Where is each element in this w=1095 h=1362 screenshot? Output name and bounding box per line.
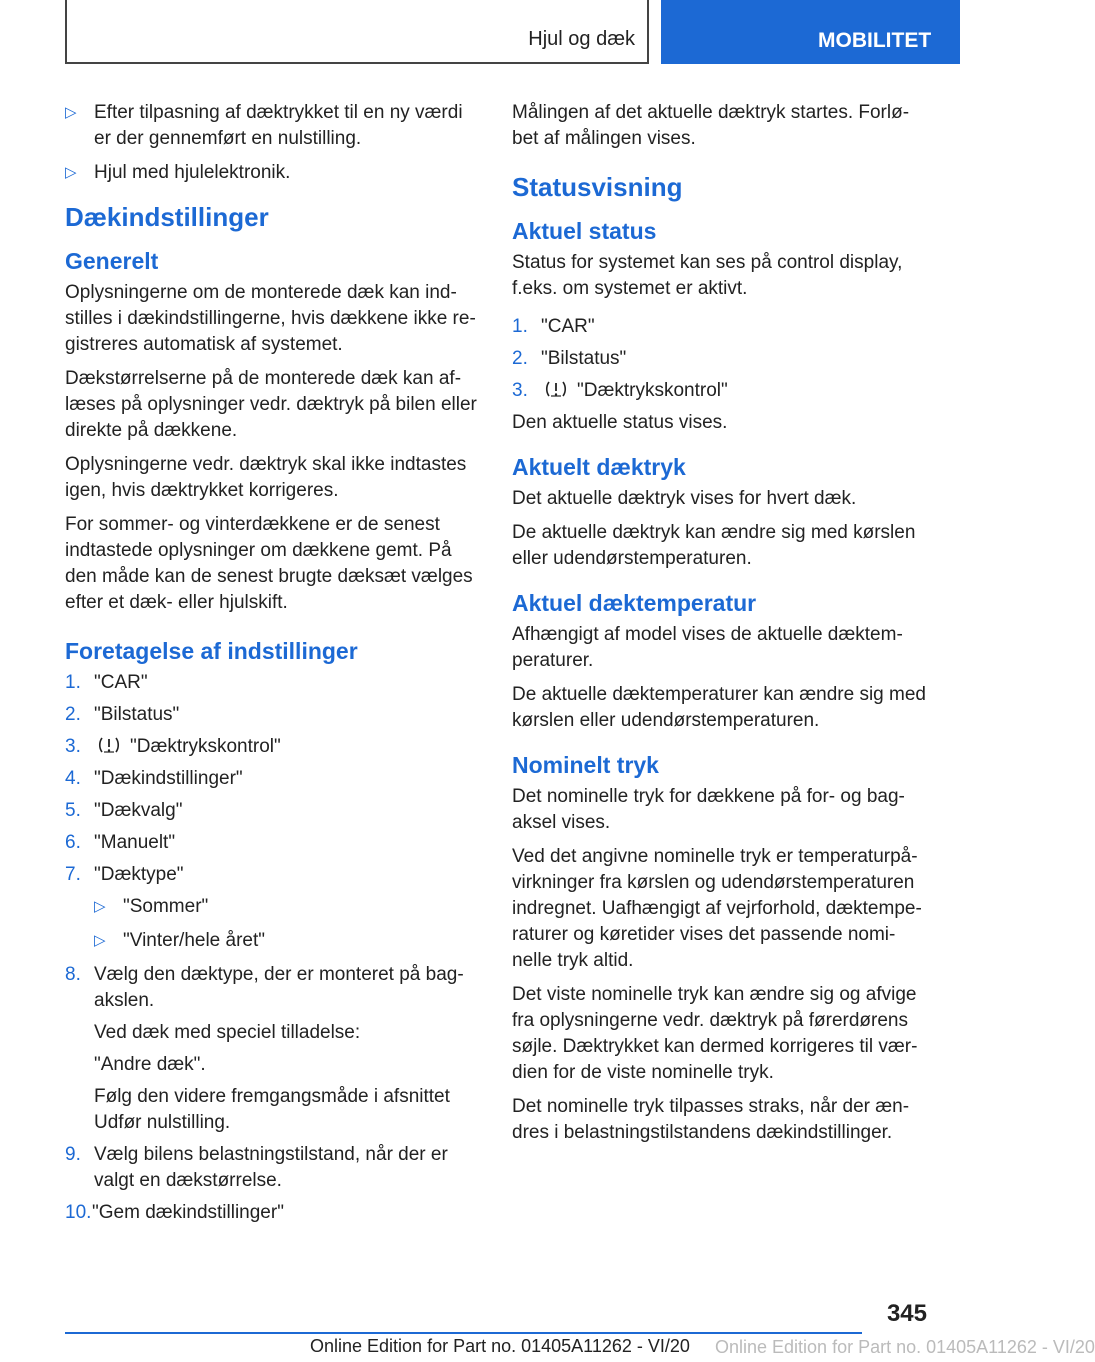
paragraph: Det viste nominelle tryk kan ændre sig og afvige fra oplysningerne vedr. dæktryk på førerdørens søjle. Dæktrykket kan dermed korrigeres til værdien for de viste nominelle tryk. <box>512 984 918 1083</box>
paragraph: Status for systemet kan ses på control display, f.eks. om systemet er aktivt. <box>512 252 903 299</box>
paragraph: Målingen af det aktuelle dæktryk startes. Forløbet af målingen vises. <box>512 102 910 149</box>
status-step-item: 3. "Dæktrykskontrol" <box>512 380 728 401</box>
step-item: 1. "CAR" <box>65 672 148 693</box>
tire-pressure-warning-icon <box>98 736 120 754</box>
header-tab-mobilitet[interactable]: MOBILITET <box>661 0 960 64</box>
subsection-nominelt-tryk: Nominelt tryk <box>512 752 659 778</box>
step-item: 3. "Dæktrykskontrol" <box>65 736 281 757</box>
footer-edition: Online Edition for Part no. 01405A11262 - VI/20 <box>310 1336 690 1356</box>
paragraph: De aktuelle dæktryk kan ændre sig med kørslen eller udendørstemperaturen. <box>512 522 916 569</box>
subsection-foretagelse: Foretagelse af indstillinger <box>65 638 358 664</box>
triangle-bullet-icon: ▷ <box>94 932 106 949</box>
paragraph: Dækstørrelserne på de monterede dæk kan aflæses på oplysninger vedr. dæktryk på bilen eller direkte på dækkene. <box>65 368 477 441</box>
step-item: 4. "Dækindstillinger" <box>65 768 243 789</box>
section-title-daekindstillinger: Dækindstillinger <box>65 202 269 232</box>
header-frame <box>65 0 649 64</box>
paragraph: De aktuelle dæktemperaturer kan ændre sig med kørslen eller udendørstemperaturen. <box>512 684 926 731</box>
step-item: 8. Vælg den dæktype, der er monteret på bagakslen. Ved dæk med speciel tilladelse: "Andre dæk". Følg den videre fremgangsmåde i afsnittet Udfør nulstilling. <box>65 964 464 1133</box>
bullet-item: ▷ Hjul med hjulelektronik. <box>65 160 480 186</box>
watermark: Online Edition for Part no. 01405A11262 - VI/20 <box>715 1337 1095 1357</box>
sub-bullet-item: ▷ "Sommer" <box>94 894 480 920</box>
subsection-aktuelt-daektryk: Aktuelt dæktryk <box>512 454 686 480</box>
subsection-generelt: Generelt <box>65 248 159 274</box>
triangle-bullet-icon: ▷ <box>65 164 77 181</box>
step-item: 7. "Dæktype" <box>65 864 184 885</box>
paragraph: Den aktuelle status vises. <box>512 412 728 433</box>
page-number: 345 <box>886 1300 927 1327</box>
paragraph: Det nominelle tryk for dækkene på for- og bagaksel vises. <box>512 786 905 833</box>
subsection-aktuel-daektemperatur: Aktuel dæktemperatur <box>512 590 757 616</box>
left-column <box>65 100 480 1232</box>
bullet-item: ▷ Efter tilpasning af dæktrykket til en ny værdi er der gennemført en nulstilling. <box>65 102 463 149</box>
step-item: 10. "Gem dækindstillinger" <box>65 1202 284 1223</box>
header-title: Hjul og dæk <box>528 28 635 50</box>
paragraph: Det nominelle tryk tilpasses straks, når der ændres i belastningstilstandens dækindstillinger. <box>512 1096 910 1143</box>
tire-pressure-warning-icon <box>545 380 567 398</box>
step-item: 2. "Bilstatus" <box>65 704 180 725</box>
right-column <box>512 100 927 1154</box>
paragraph: Ved det angivne nominelle tryk er temperaturpåvirkninger fra kørslen og udendørstemperaturen indregnet. Uafhængigt af vejrforhold, dæktemperaturer og køretider vises det passende nominelle tryk altid. <box>512 846 922 971</box>
paragraph: Det aktuelle dæktryk vises for hvert dæk. <box>512 488 857 509</box>
status-step-item: 1. "CAR" <box>512 316 595 337</box>
step-item: 9. Vælg bilens belastningstilstand, når der er valgt en dækstørrelse. <box>65 1144 448 1191</box>
paragraph: Oplysningerne vedr. dæktryk skal ikke indtastes igen, hvis dæktrykket korrigeres. <box>65 454 467 501</box>
triangle-bullet-icon: ▷ <box>94 898 106 915</box>
triangle-bullet-icon: ▷ <box>65 104 77 121</box>
step-item: 6. "Manuelt" <box>65 832 176 853</box>
section-title-statusvisning: Statusvisning <box>512 172 683 202</box>
status-step-item: 2. "Bilstatus" <box>512 348 627 369</box>
step-item: 5. "Dækvalg" <box>65 800 183 821</box>
paragraph: For sommer- og vinterdækkene er de senest indtastede oplysninger om dækkene gemt. På den måde kan de senest brugte dæksæt vælges efter et dæk- eller hjulskift. <box>65 514 473 613</box>
sub-bullet-item: ▷ "Vinter/hele året" <box>94 928 480 954</box>
paragraph: Afhængigt af model vises de aktuelle dæktemperaturer. <box>512 624 903 671</box>
subsection-aktuel-status: Aktuel status <box>512 218 657 244</box>
footer-divider <box>65 1332 862 1334</box>
paragraph: Oplysningerne om de monterede dæk kan indstilles i dækindstillingerne, hvis dækkene ikke registreres automatisk af systemet. <box>65 282 476 355</box>
